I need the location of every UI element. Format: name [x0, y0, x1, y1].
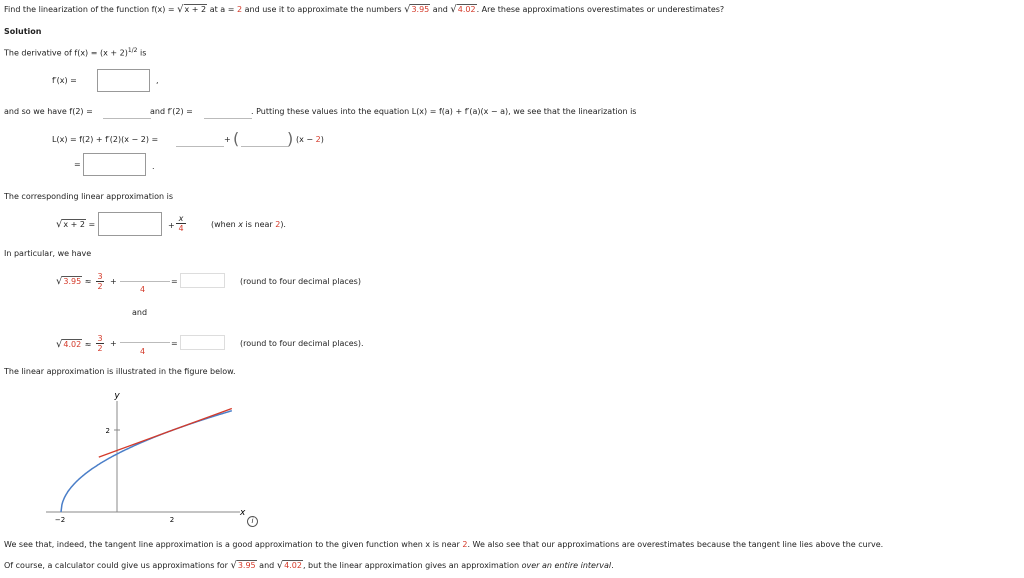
sqrt-curve	[61, 411, 232, 512]
radicand: x + 2	[184, 5, 207, 14]
problem-statement: Find the linearization of the function f(x) = √x + 2 at a = 2 and use it to approximate the numbers √3.95 and √4.02. Are these approximations overestimates or underestimates?	[4, 4, 725, 15]
f2-label: and so we have f(2) =	[4, 107, 93, 116]
lx-simplified-input[interactable]	[83, 153, 146, 176]
derivative-statement: The derivative of $f(x) = (x + 2)^{1/2}$ is	[4, 47, 147, 58]
linearization-graph	[40, 385, 270, 530]
round1-text: (round to four decimal places)	[240, 277, 361, 286]
fp2-input[interactable]	[204, 104, 252, 119]
lx-const-input[interactable]	[176, 132, 224, 147]
y-tick-label: 2	[105, 427, 110, 435]
fp2-label: and f′(2) =	[150, 107, 193, 116]
x-tick-label-neg: −2	[54, 516, 66, 524]
conclusion-2: Of course, a calculator could give us approximations for √3.95 and √4.02, but the linear approximation gives an approximation over an entire interval.	[4, 560, 614, 571]
fprime-input[interactable]	[97, 69, 150, 92]
fprime-label: f′(x) =	[52, 76, 77, 85]
approx-fraction: x 4	[176, 214, 186, 233]
info-icon[interactable]: i	[247, 516, 258, 527]
figure-caption: The linear approximation is illustrated in the figure below.	[4, 367, 236, 376]
approx2-numerator-input[interactable]	[120, 328, 170, 343]
linearization-equation-text: . Putting these values into the equation L(x) = f(a) + f′(a)(x − a), we see that the linearization is	[251, 107, 637, 116]
approx1-numerator-input[interactable]	[120, 267, 170, 282]
approx-text: The corresponding linear approximation is	[4, 192, 174, 201]
f2-input[interactable]	[103, 104, 151, 119]
sqrt-402: √4.02 ≈	[56, 339, 92, 350]
particular-text: In particular, we have	[4, 249, 92, 258]
lx-slope-input[interactable]	[241, 132, 289, 147]
y-axis-label: y	[114, 391, 120, 401]
tangent-line	[99, 408, 232, 457]
approx-lhs: √x + 2 =	[56, 219, 96, 230]
sqrt-395: √3.95 ≈	[56, 276, 92, 287]
approx1-result-input[interactable]	[180, 273, 225, 288]
round2-text: (round to four decimal places).	[240, 339, 364, 348]
solution-label: Solution	[4, 27, 42, 36]
conclusion-1: We see that, indeed, the tangent line approximation is a good approximation to the given function when x is near 2. We also see that our approximations are overestimates because the tangent line lies above the curve.	[4, 540, 884, 549]
x-tick-label-pos: 2	[169, 516, 175, 524]
x-axis-label: x	[240, 508, 246, 518]
approx2-result-input[interactable]	[180, 335, 225, 350]
lx-tail: (x − 2)	[296, 135, 324, 144]
approx-const-input[interactable]	[98, 212, 162, 236]
approx-when: (when x is near 2).	[211, 220, 286, 229]
lx-label: L(x) = f(2) + f′(2)(x − 2) =	[52, 135, 159, 144]
